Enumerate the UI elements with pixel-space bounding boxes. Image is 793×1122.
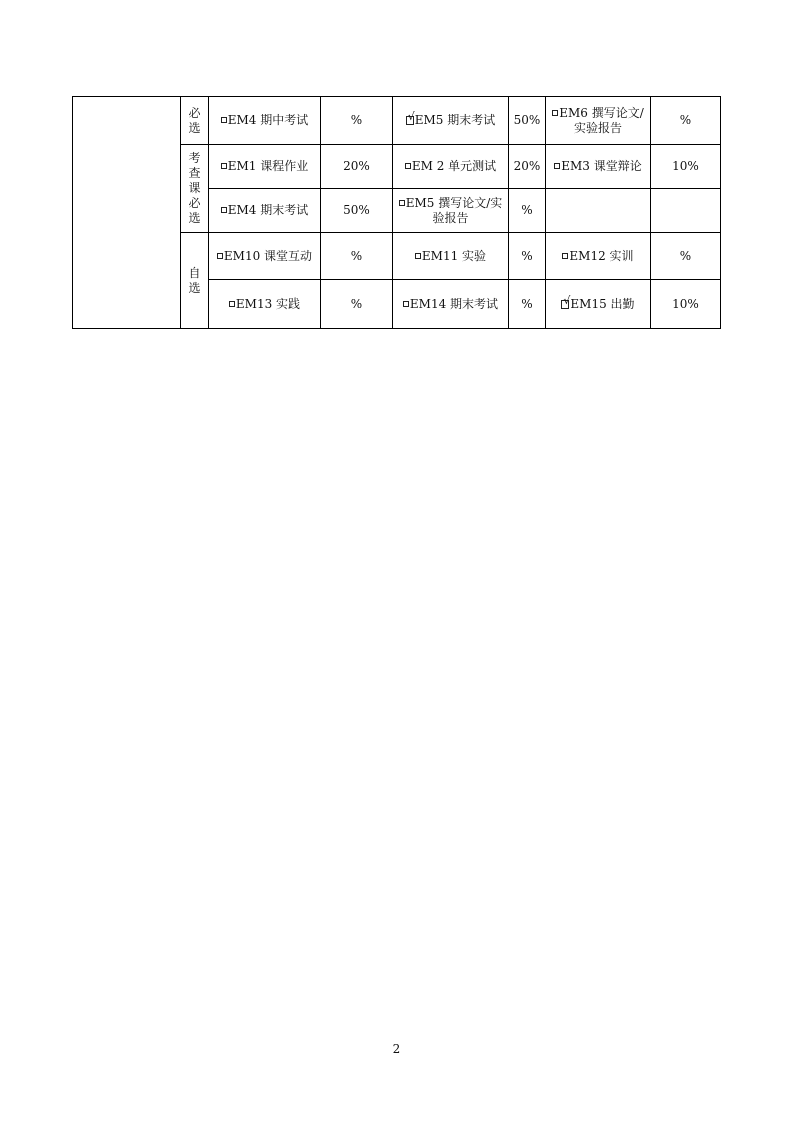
method-cell[interactable] (393, 145, 509, 189)
method-cell[interactable] (393, 189, 509, 233)
checked-checkbox-icon[interactable] (406, 110, 415, 125)
method-label: EM14 期末考试 (409, 296, 499, 311)
method-cell[interactable] (393, 280, 509, 329)
method-label: EM 2 单元测试 (411, 159, 497, 173)
method-cell[interactable] (393, 97, 509, 145)
assessment-methods-table (72, 96, 721, 329)
checkmark-icon: √ (407, 110, 415, 123)
method-label: EM4 期末考试 (227, 203, 309, 217)
checkbox-icon[interactable] (415, 253, 421, 259)
method-cell[interactable] (209, 145, 321, 189)
percent-cell: 20% (321, 145, 393, 189)
checkbox-icon[interactable] (403, 301, 409, 307)
checkmark-icon: √ (563, 293, 571, 307)
percent-cell: 50% (509, 97, 546, 145)
percent-cell: 50% (321, 189, 393, 233)
method-label: EM3 课堂辩论 (561, 159, 642, 173)
method-cell[interactable] (546, 233, 651, 280)
method-label: EM1 课程作业 (227, 159, 309, 173)
percent-cell: % (321, 233, 393, 280)
checked-checkbox-icon[interactable] (561, 293, 571, 309)
method-label: EM5 期末考试 (414, 113, 496, 127)
method-cell[interactable] (546, 145, 651, 189)
method-label: EM6 撰写论文/实验报告 (559, 105, 644, 135)
method-label: EM5 撰写论文/实验报告 (405, 195, 503, 225)
group-label-text: 必选 (188, 105, 201, 135)
percent-cell: % (651, 233, 721, 280)
empty-cell (546, 189, 651, 233)
page-number: 2 (392, 1042, 401, 1056)
method-cell[interactable] (209, 280, 321, 329)
checkbox-icon[interactable] (562, 253, 568, 259)
method-label: EM4 期中考试 (227, 113, 309, 127)
method-label: EM12 实训 (569, 248, 634, 263)
percent-cell: % (321, 97, 393, 145)
checkbox-icon[interactable] (399, 200, 405, 206)
method-cell[interactable] (393, 233, 509, 280)
group-label-required (181, 97, 209, 145)
percent-cell: 10% (651, 145, 721, 189)
table-row (73, 97, 721, 145)
checkbox-icon[interactable] (221, 163, 227, 169)
percent-cell: % (509, 233, 546, 280)
percent-cell: 10% (651, 280, 721, 329)
method-cell[interactable] (209, 189, 321, 233)
empty-cell (651, 189, 721, 233)
checkbox-icon[interactable] (221, 207, 227, 213)
checkbox-icon[interactable] (552, 110, 558, 116)
group-label-text: 自选 (188, 265, 201, 295)
percent-cell: % (509, 189, 546, 233)
percent-cell: % (651, 97, 721, 145)
category-blank-cell (73, 97, 181, 329)
method-cell[interactable] (546, 280, 651, 329)
method-cell[interactable] (209, 97, 321, 145)
checkbox-icon[interactable] (405, 163, 411, 169)
method-label: EM13 实践 (235, 296, 301, 311)
group-label-text: 考查课必选 (188, 151, 201, 225)
method-label: EM11 实验 (421, 248, 487, 263)
checkbox-icon[interactable] (554, 163, 560, 169)
checkbox-icon[interactable] (229, 301, 235, 307)
percent-cell: 20% (509, 145, 546, 189)
method-label: EM10 课堂互动 (223, 248, 313, 263)
group-label-exam-required (181, 145, 209, 233)
checkbox-icon[interactable] (217, 253, 223, 259)
method-label: EM15 出勤 (570, 296, 635, 311)
method-cell[interactable] (209, 233, 321, 280)
checkbox-icon[interactable] (221, 117, 227, 123)
percent-cell: % (321, 280, 393, 329)
percent-cell: % (509, 280, 546, 329)
group-label-optional (181, 233, 209, 329)
method-cell[interactable] (546, 97, 651, 145)
